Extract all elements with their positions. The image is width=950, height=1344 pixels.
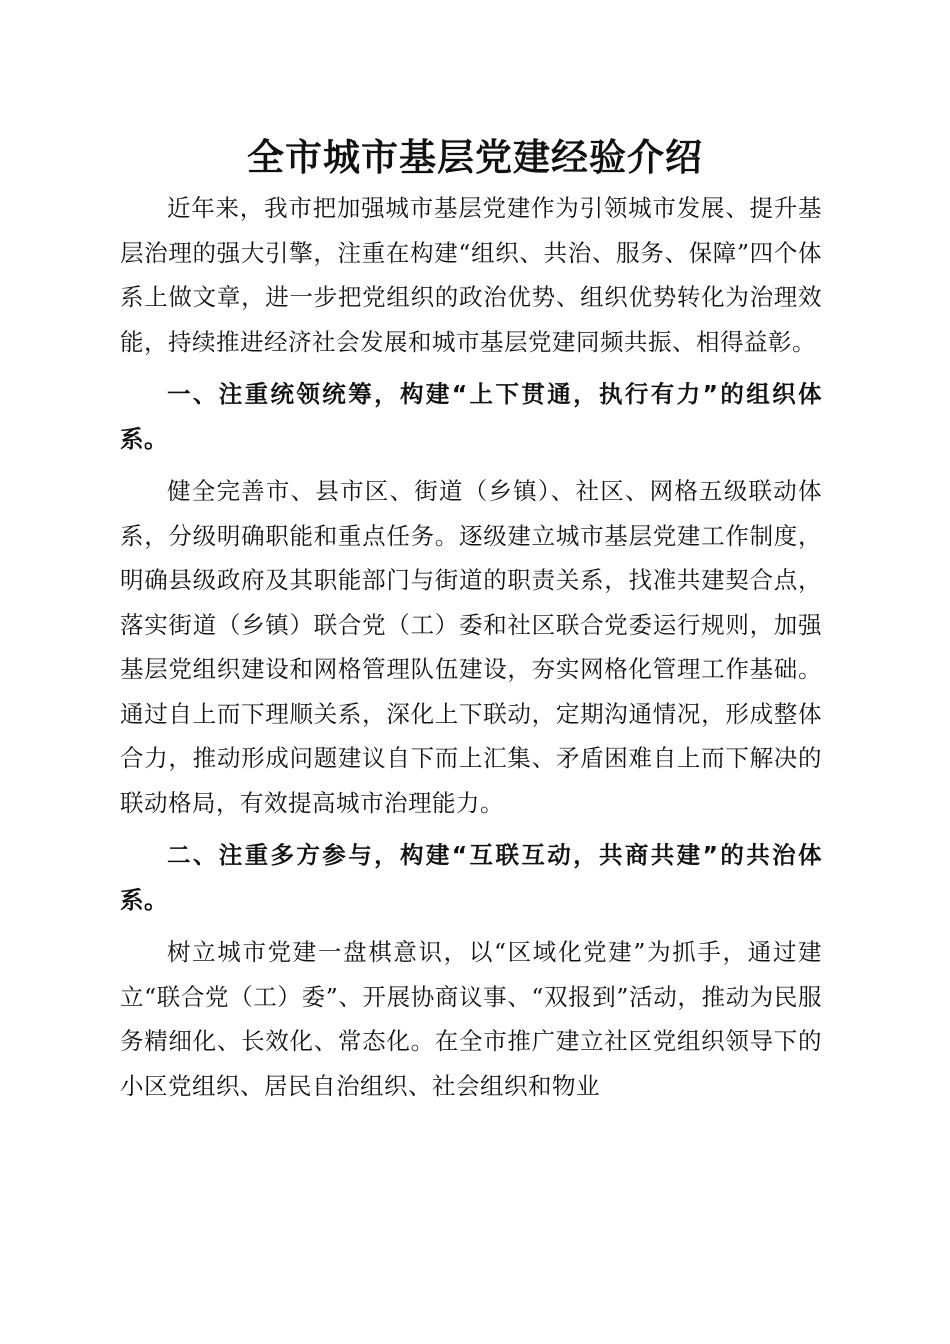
section-heading-2: 二、注重多方参与，构建“互联互动，共商共建”的共治体系。 — [120, 841, 822, 914]
intro-paragraph: 近年来，我市把加强城市基层党建作为引领城市发展、提升基层治理的强大引擎，注重在构建“组织、共治、服务、保障”四个体系上做文章，进一步把党组织的政治优势、组织优势转化为治理效能，持续推进经济社会发展和城市基层党建同频共振、相得益彰。 — [120, 194, 822, 356]
document-body — [120, 186, 822, 1108]
paragraph-gap — [120, 825, 822, 833]
paragraph-gap — [120, 922, 822, 930]
section-heading-1: 一、注重统领统筹，构建“上下贯通，执行有力”的组织体系。 — [120, 380, 822, 453]
document-title: 全市城市基层党建经验介绍 — [247, 135, 703, 179]
paragraph-gap — [120, 364, 822, 372]
section-1-paragraph: 健全完善市、县市区、街道（乡镇）、社区、网格五级联动体系，分级明确职能和重点任务。逐级建立城市基层党建工作制度，明确县级政府及其职能部门与街道的职责关系，找准共建契合点，落实街道（乡镇）联合党（工）委和社区联合党委运行规则，加强基层党组织建设和网格管理队伍建设，夯实网格化管理工作基础。通过自上而下理顺关系，深化上下联动，定期沟通情况，形成整体合力，推动形成问题建议自下而上汇集、矛盾困难自上而下解决的联动格局，有效提高城市治理能力。 — [120, 477, 822, 817]
paragraph-gap — [120, 461, 822, 469]
section-2-paragraph: 树立城市党建一盘棋意识，以“区域化党建”为抓手，通过建立“联合党（工）委”、开展协商议事、“双报到”活动，推动为民服务精细化、长效化、常态化。在全市推广建立社区党组织领导下的小区党组织、居民自治组织、社会组织和物业 — [120, 938, 822, 1100]
